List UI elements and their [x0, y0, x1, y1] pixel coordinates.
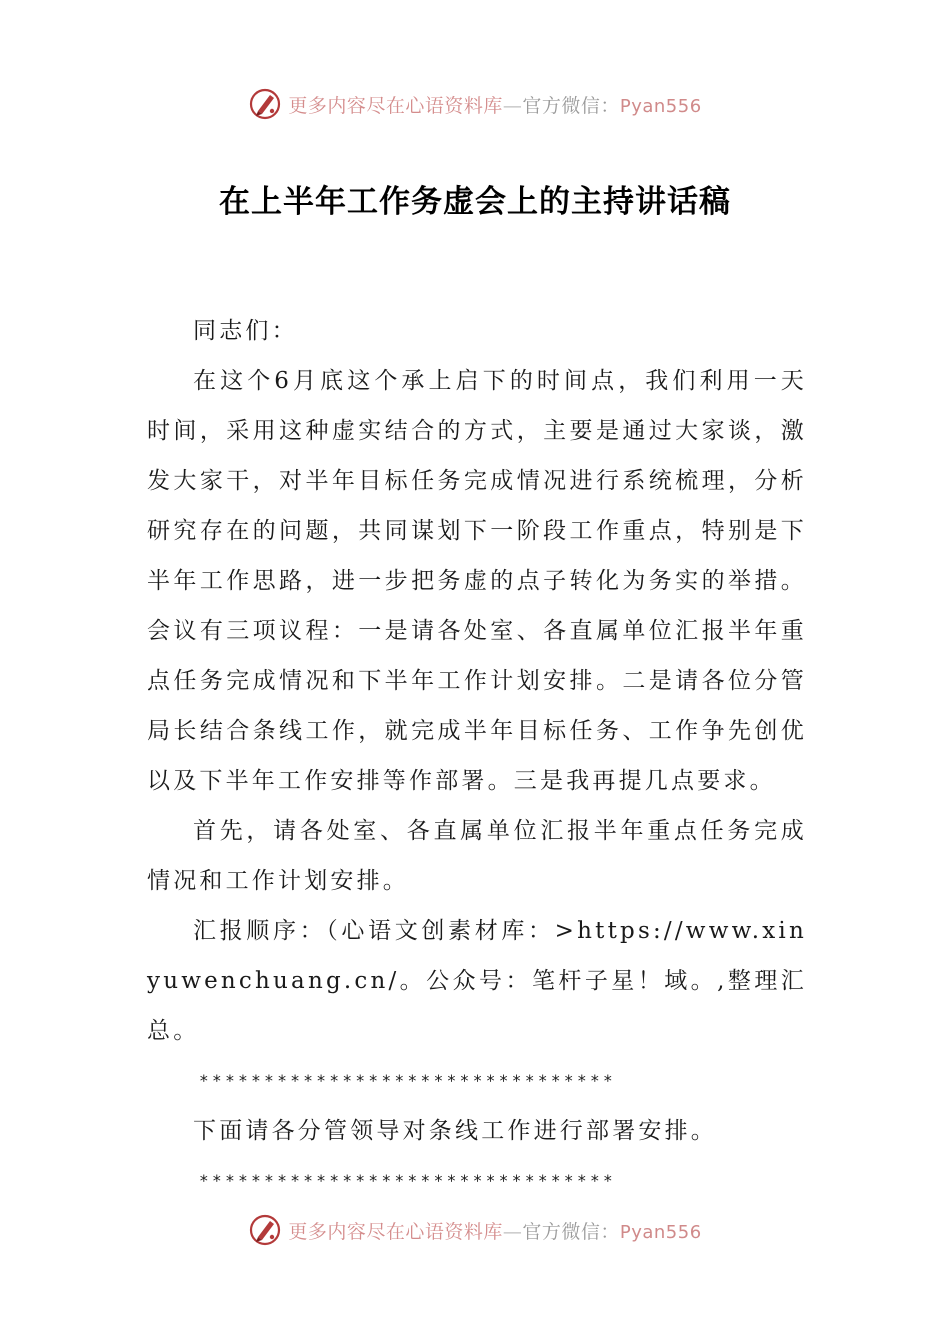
pen-circle-icon: [248, 1213, 282, 1247]
watermark-wechat-label: 官方微信：: [522, 94, 620, 117]
paragraph-report-order: 汇报顺序：（心语文创素材库：>https://www.xinyuwenchuang.cn/。公众号：笔杆子星！域。,整理汇总。: [147, 918, 807, 1044]
watermark-wechat-id: Pyan556: [619, 1221, 702, 1243]
document-body: [147, 306, 807, 1206]
document-title: 在上半年工作务虚会上的主持讲话稿: [219, 184, 731, 220]
watermark-dash: —: [502, 1220, 523, 1243]
separator-stars-1: ********************************: [199, 1071, 617, 1090]
watermark-text: [288, 1217, 701, 1244]
salutation: 同志们：: [193, 318, 298, 344]
watermark-site: 更多内容尽在心语资料库: [288, 94, 503, 117]
watermark-wechat-label: 官方微信：: [522, 1220, 620, 1243]
separator-stars-2: ********************************: [199, 1171, 617, 1190]
watermark-text: [288, 91, 701, 118]
paragraph-intro: 在这个6月底这个承上启下的时间点，我们利用一天时间，采用这种虚实结合的方式，主要是通过大家谈，激发大家干，对半年目标任务完成情况进行系统梳理，分析研究存在的问题，共同谋划下一阶段工作重点，特别是下半年工作思路，进一步把务虚的点子转化为务实的举措。会议有三项议程：一是请各处室、各直属单位汇报半年重点任务完成情况和下半年工作计划安排。二是请各位分管局长结合条线工作，就完成半年目标任务、工作争先创优以及下半年工作安排等作部署。三是我再提几点要求。: [147, 368, 807, 794]
paragraph-first: 首先，请各处室、各直属单位汇报半年重点任务完成情况和工作计划安排。: [147, 818, 807, 894]
paragraph-next: 下面请各分管领导对条线工作进行部署安排。: [193, 1118, 717, 1144]
watermark-dash: —: [502, 94, 523, 117]
watermark-wechat-id: Pyan556: [619, 95, 702, 117]
watermark-footer: [0, 1210, 950, 1250]
watermark-header: [0, 84, 950, 124]
pen-circle-icon: [248, 87, 282, 121]
watermark-site: 更多内容尽在心语资料库: [288, 1220, 503, 1243]
